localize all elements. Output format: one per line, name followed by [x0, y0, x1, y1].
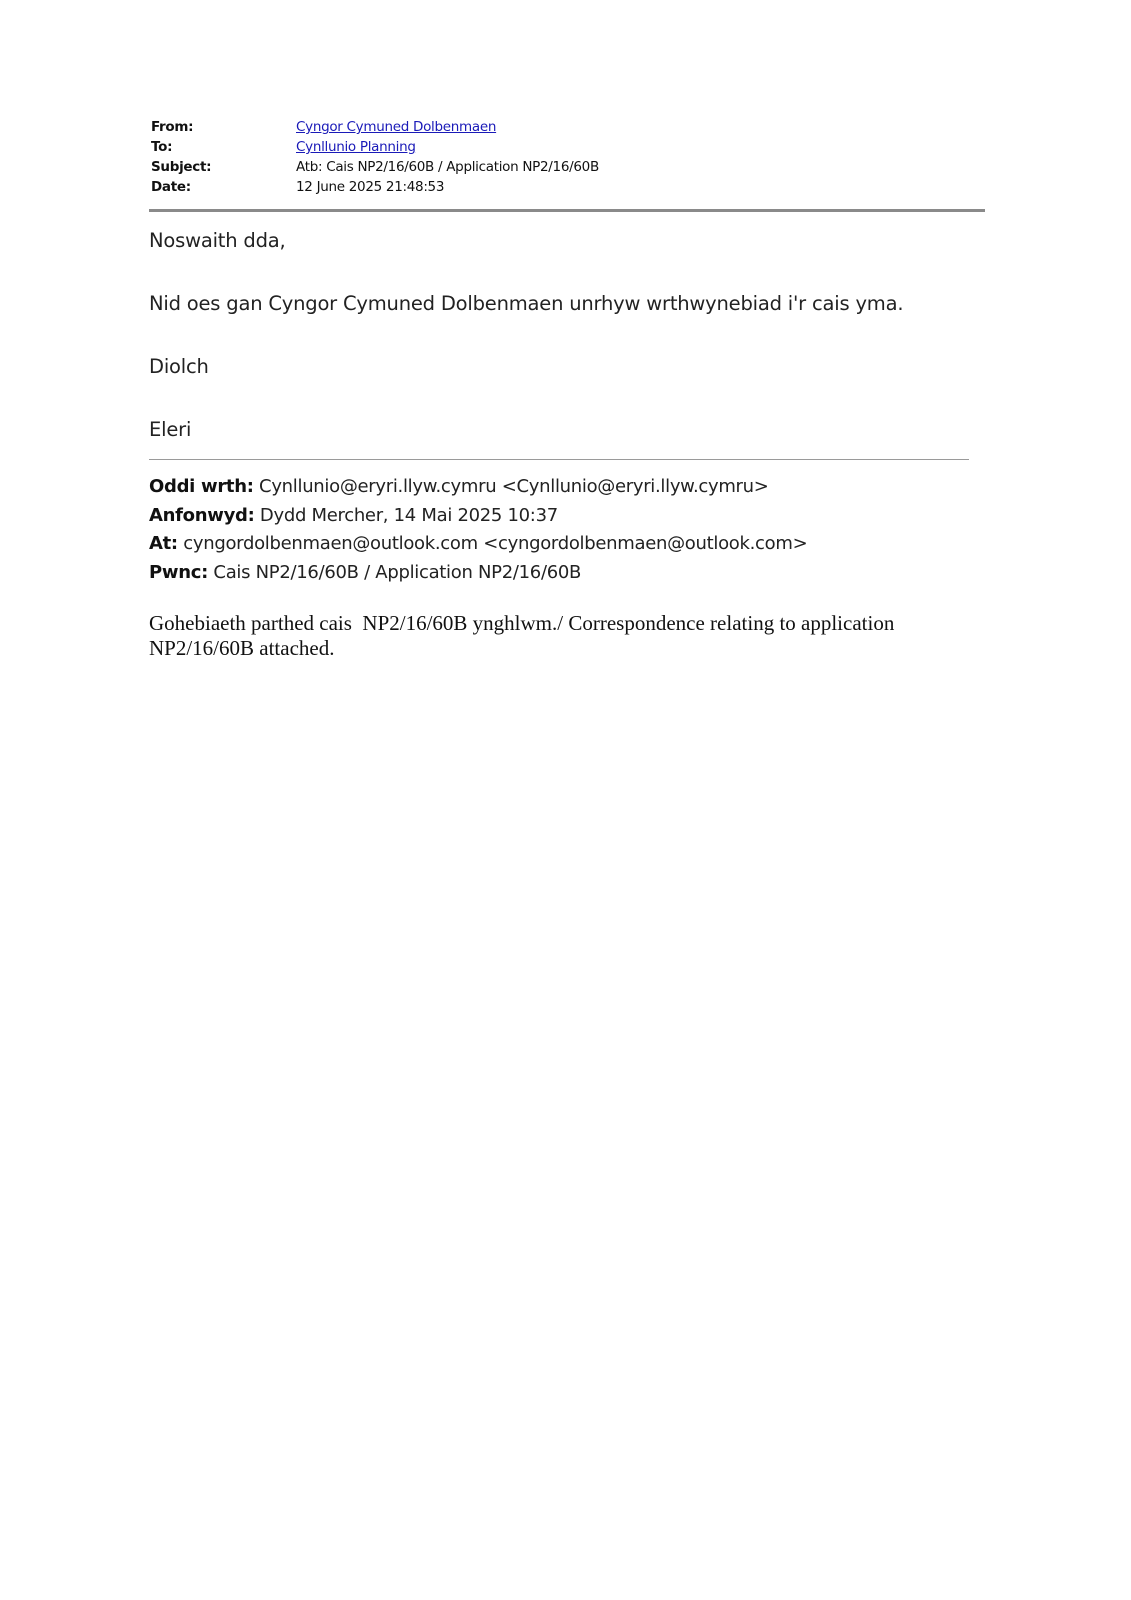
- forwarded-header: [149, 473, 807, 587]
- correspondence-paragraph: [149, 611, 929, 661]
- correspondence-line-2: NP2/16/60B attached.: [149, 636, 335, 660]
- header-from-label: From:: [151, 119, 194, 135]
- email-header: [151, 117, 981, 197]
- header-to-row: [151, 137, 981, 157]
- header-subject-value: Atb: Cais NP2/16/60B / Application NP2/16/60B: [296, 159, 599, 175]
- header-from-row: [151, 117, 981, 137]
- header-divider: [149, 209, 985, 212]
- forwarded-from-label: Oddi wrth:: [149, 476, 254, 497]
- header-to-link[interactable]: Cynllunio Planning: [296, 139, 416, 155]
- forwarded-subject-row: [149, 559, 807, 588]
- forwarded-subject-value: Cais NP2/16/60B / Application NP2/16/60B: [208, 561, 582, 583]
- forwarded-to-value: cyngordolbenmaen@outlook.com <cyngordolbenmaen@outlook.com>: [177, 533, 808, 554]
- header-to-label: To:: [151, 139, 173, 155]
- forwarded-to-row: [149, 530, 807, 559]
- header-date-value: 12 June 2025 21:48:53: [296, 179, 445, 195]
- forwarded-sent-value: Dydd Mercher, 14 Mai 2025 10:37: [254, 504, 558, 526]
- forwarded-to-label: At:: [149, 533, 178, 554]
- signature-text: Eleri: [149, 418, 192, 441]
- forward-divider: [149, 459, 969, 460]
- header-subject-label: Subject:: [151, 159, 212, 175]
- forwarded-from-value: Cynllunio@eryri.llyw.cymru <Cynllunio@eryri.llyw.cymru>: [253, 476, 769, 497]
- header-from-link[interactable]: Cyngor Cymuned Dolbenmaen: [296, 119, 497, 135]
- forwarded-sent-row: [149, 502, 807, 531]
- header-subject-row: [151, 157, 981, 177]
- thanks-text: Diolch: [149, 355, 209, 378]
- greeting-text: Noswaith dda,: [149, 229, 286, 252]
- forwarded-subject-label: Pwnc:: [149, 561, 209, 583]
- header-date-row: [151, 177, 981, 197]
- forwarded-sent-label: Anfonwyd:: [149, 504, 255, 526]
- forwarded-from-row: [149, 473, 807, 502]
- correspondence-line-1: Gohebiaeth parthed cais NP2/16/60B ynghlwm./ Correspondence relating to application: [149, 611, 895, 635]
- header-date-label: Date:: [151, 179, 191, 195]
- main-message-text: Nid oes gan Cyngor Cymuned Dolbenmaen unrhyw wrthwynebiad i'r cais yma.: [149, 292, 904, 315]
